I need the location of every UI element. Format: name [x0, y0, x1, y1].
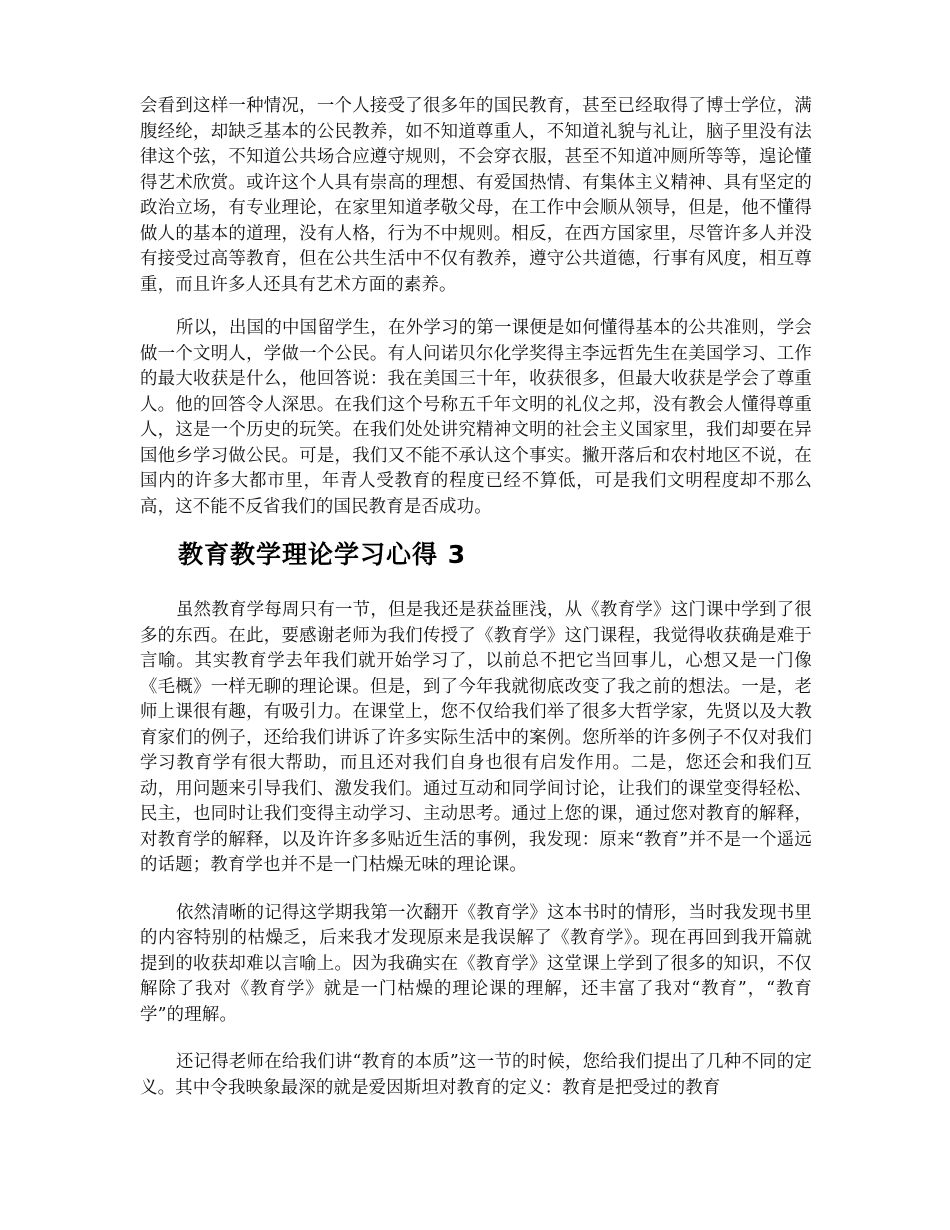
paragraph-first-impression: 依然清晰的记得这学期我第一次翻开《教育学》这本书时的情形，当时我发现书里的内容特别的枯燥乏，后来我才发现原来是我误解了《教育学》。现在再回到我开篇就提到的收获却难以言喻上。因为我确实在《教育学》这堂课上学到了很多的知识，不仅解除了我对《教育学》就是一门枯燥的理论课的理解，还丰富了我对“教育”，“教育学”的理解。	[140, 902, 812, 1025]
document-page	[140, 94, 812, 1121]
paragraph-study-abroad: 所以，出国的中国留学生，在外学习的第一课便是如何懂得基本的公共准则，学会做一个文明人，学做一个公民。有人问诺贝尔化学奖得主李远哲先生在美国学习、工作的最大收获是什么，他回答说：我在美国三十年，收获很多，但最大收获是学会了尊重人。他的回答令人深思。在我们这个号称五千年文明的礼仪之邦，没有教会人懂得尊重人，这是一个历史的玩笑。在我们处处讲究精神文明的社会主义国家里，我们却要在异国他乡学习做公民。可是，我们又不能不承认这个事实。撇开落后和农村地区不说，在国内的许多大都市里，年青人受教育的程度已经不算低，可是我们文明程度却不那么高，这不能不反省我们的国民教育是否成功。	[140, 318, 812, 517]
paragraph-civic-education: 会看到这样一种情况，一个人接受了很多年的国民教育，甚至已经取得了博士学位，满腹经纶，却缺乏基本的公民教养，如不知道尊重人，不知道礼貌与礼让，脑子里没有法律这个弦，不知道公共场合应遵守规则，不会穿衣服，甚至不知道冲厕所等等，遑论懂得艺术欣赏。或许这个人具有崇高的理想、有爱国热情、有集体主义精神、具有坚定的政治立场，有专业理论，在家里知道孝敬父母，在工作中会顺从领导，但是，他不懂得做人的基本的道理，没有人格，行为不中规则。相反，在西方国家里，尽管许多人并没有接受过高等教育，但在公共生活中不仅有教养，遵守公共道德，行事有风度，相互尊重，而且许多人还具有艺术方面的素养。	[140, 96, 812, 295]
paragraph-pedagogy-course: 虽然教育学每周只有一节，但是我还是获益匪浅，从《教育学》这门课中学到了很多的东西。在此，要感谢老师为我们传授了《教育学》这门课程，我觉得收获确是难于言喻。其实教育学去年我们就开始学习了，以前总不把它当回事儿，心想又是一门像《毛概》一样无聊的理论课。但是，到了今年我就彻底改变了我之前的想法。一是，老师上课很有趣，有吸引力。在课堂上，您不仅给我们举了很多大哲学家，先贤以及大教育家们的例子，还给我们讲诉了许多实际生活中的案例。您所举的许多例子不仅对我们学习教育学有很大帮助，而且还对我们自身也很有启发作用。二是，您还会和我们互动，用问题来引导我们、激发我们。通过互动和同学间讨论，让我们的课堂变得轻松、民主，也同时让我们变得主动学习、主动思考。通过上您的课，通过您对教育的解释，对教育学的解释，以及许许多多贴近生活的事例，我发现：原来“教育”并不是一个遥远的话题；教育学也并不是一门枯燥无味的理论课。	[140, 600, 812, 875]
section-heading: 教育教学理论学习心得 3	[178, 540, 467, 569]
paragraph-nature-of-education: 还记得老师在给我们讲“教育的本质”这一节的时候，您给我们提出了几种不同的定义。其中令我映象最深的就是爱因斯坦对教育的定义：教育是把受过的教育	[140, 1052, 812, 1098]
